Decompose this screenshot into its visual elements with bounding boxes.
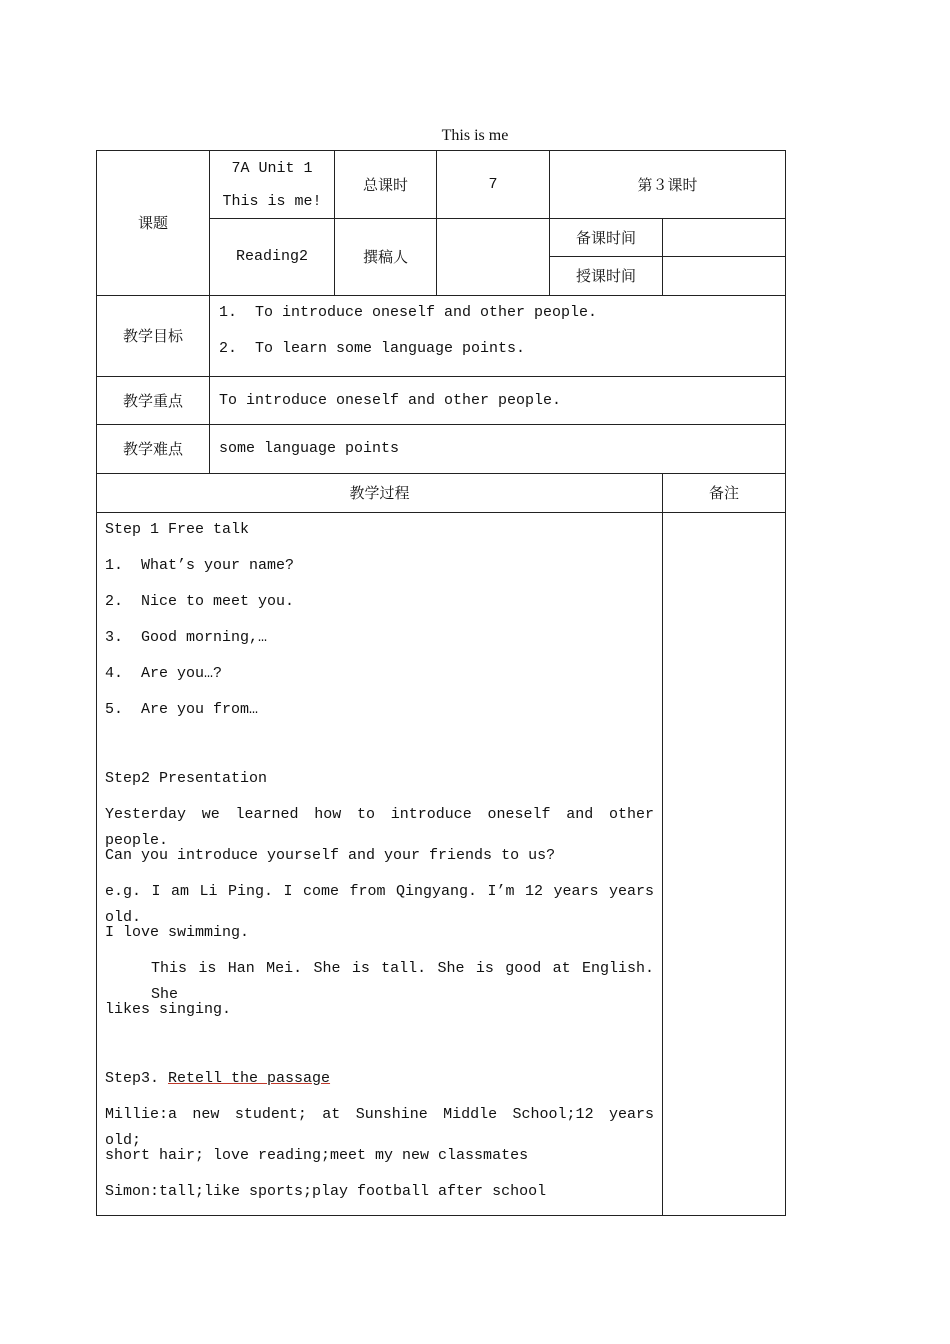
process-label: 教学过程 — [97, 474, 663, 513]
lesson-plan-table — [96, 150, 786, 1216]
step2-line: likes singing. — [105, 1001, 232, 1018]
unit-cell — [210, 151, 335, 219]
step2-line: This is Han Mei. She is tall. She is good at English. She — [151, 960, 654, 1003]
lesson-name: Reading2 — [210, 219, 335, 296]
step3-heading — [105, 1066, 654, 1102]
step2-title: Step2 Presentation — [105, 770, 268, 787]
step3-line: Simon:tall;like sports;play football after school — [105, 1183, 547, 1200]
unit-line-2: This is me! — [222, 192, 322, 210]
step2-line: Yesterday we learned how to introduce oneself and other people. — [105, 806, 654, 849]
total-hours-label: 总课时 — [335, 151, 437, 219]
step3-line: Millie:a new student; at Sunshine Middle School;12 years old; — [105, 1106, 654, 1149]
lesson-number: 第３课时 — [550, 151, 786, 219]
teach-time-value — [663, 257, 786, 296]
step1-item: 4. Are you…? — [105, 665, 223, 682]
topic-label: 课题 — [97, 151, 210, 296]
objectives-cell — [210, 296, 786, 377]
step2-line: I love swimming. — [105, 924, 250, 941]
objectives-label: 教学目标 — [97, 296, 210, 377]
step1-title: Step 1 Free talk — [105, 521, 250, 538]
objective-item: 1. To introduce oneself and other people. — [219, 304, 598, 321]
step1-item: 3. Good morning,… — [105, 629, 268, 646]
step1-item: 5. Are you from… — [105, 701, 259, 718]
author-label: 撰稿人 — [335, 219, 437, 296]
step3-title: Retell the passage — [168, 1070, 331, 1087]
document-title: This is me — [441, 127, 509, 144]
prep-time-value — [663, 219, 786, 257]
step1-item: 2. Nice to meet you. — [105, 593, 295, 610]
author-value — [437, 219, 550, 296]
objective-item: 2. To learn some language points. — [219, 340, 526, 357]
key-points-text: To introduce oneself and other people. — [210, 377, 786, 425]
step2-line: Can you introduce yourself and your friends to us? — [105, 847, 556, 864]
step3-line: short hair; love reading;meet my new classmates — [105, 1147, 529, 1164]
teach-time-label: 授课时间 — [550, 257, 663, 296]
unit-line-1: 7A Unit 1 — [231, 159, 313, 177]
total-hours-value: 7 — [437, 151, 550, 219]
notes-label: 备注 — [663, 474, 786, 513]
process-body — [97, 513, 663, 1216]
step1-item: 1. What’s your name? — [105, 557, 295, 574]
difficulties-label: 教学难点 — [97, 425, 210, 474]
key-points-label: 教学重点 — [97, 377, 210, 425]
notes-value — [663, 513, 786, 1216]
prep-time-label: 备课时间 — [550, 219, 663, 257]
step2-line: e.g. I am Li Ping. I come from Qingyang. I’m 12 years years old. — [105, 883, 654, 926]
step3-prefix: Step3. — [105, 1070, 169, 1087]
difficulties-text: some language points — [210, 425, 786, 474]
